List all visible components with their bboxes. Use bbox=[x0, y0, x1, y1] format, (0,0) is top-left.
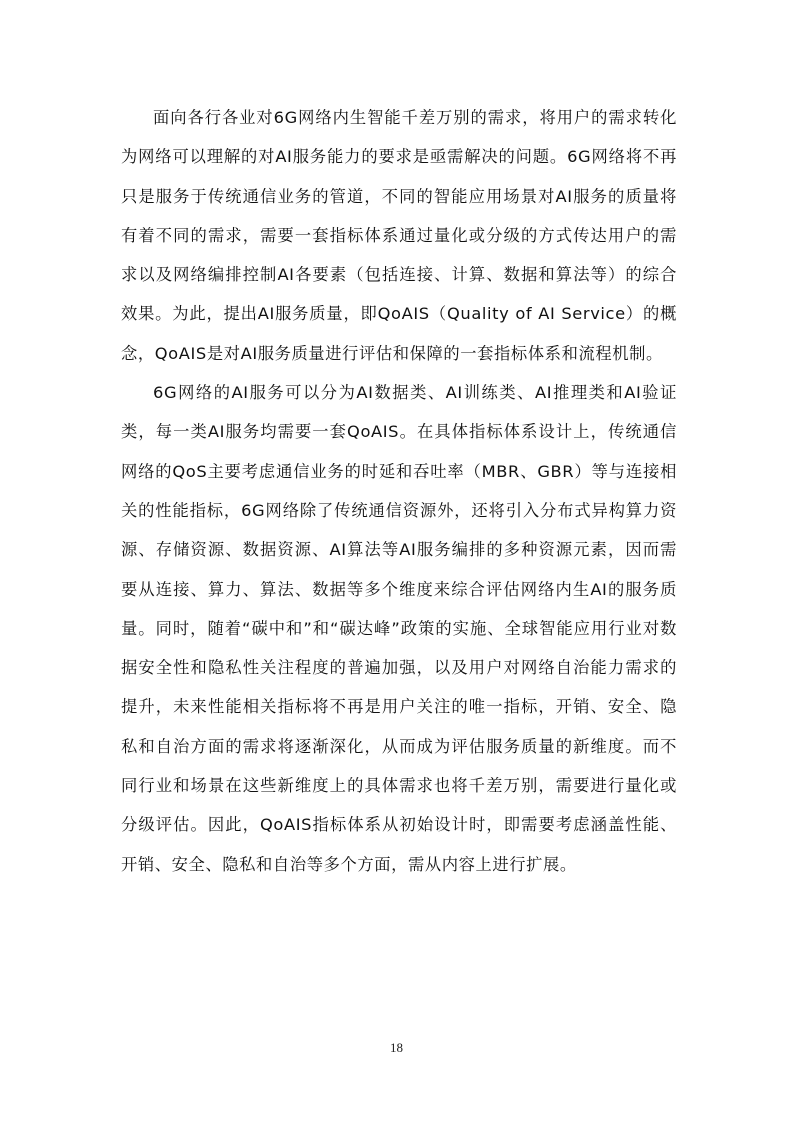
paragraph-2: 6G网络的AI服务可以分为AI数据类、AI训练类、AI推理类和AI验证类，每一类AI服务均需要一套QoAIS。在具体指标体系设计上，传统通信网络的QoS主要考虑通信业务的时延和吞吐率（MBR、GBR）等与连接相关的性能指标，6G网络除了传统通信资源外，还将引入分布式异构算力资源、存储资源、数据资源、AI算法等AI服务编排的多种资源元素，因而需要从连接、算力、算法、数据等多个维度来综合评估网络内生AI的服务质量。同时，随着“碳中和”和“碳达峰”政策的实施、全球智能应用行业对数据安全性和隐私性关注程度的普遍加强，以及用户对网络自治能力需求的提升，未来性能相关指标将不再是用户关注的唯一指标，开销、安全、隐私和自治方面的需求将逐渐深化，从而成为评估服务质量的新维度。而不同行业和场景在这些新维度上的具体需求也将千差万别，需要进行量化或分级评估。因此，QoAIS指标体系从初始设计时，即需要考虑涵盖性能、开销、安全、隐私和自治等多个方面，需从内容上进行扩展。 bbox=[121, 383, 677, 874]
body-text bbox=[121, 98, 677, 884]
page-number: 18 bbox=[390, 1040, 403, 1055]
paragraph-1: 面向各行各业对6G网络内生智能千差万别的需求，将用户的需求转化为网络可以理解的对AI服务能力的要求是亟需解决的问题。6G网络将不再只是服务于传统通信业务的管道，不同的智能应用场景对AI服务的质量将有着不同的需求，需要一套指标体系通过量化或分级的方式传达用户的需求以及网络编排控制AI各要素（包括连接、计算、数据和算法等）的综合效果。为此，提出AI服务质量，即QoAIS（Quality of AI Service）的概念，QoAIS是对AI服务质量进行评估和保障的一套指标体系和流程机制。 bbox=[121, 108, 677, 363]
